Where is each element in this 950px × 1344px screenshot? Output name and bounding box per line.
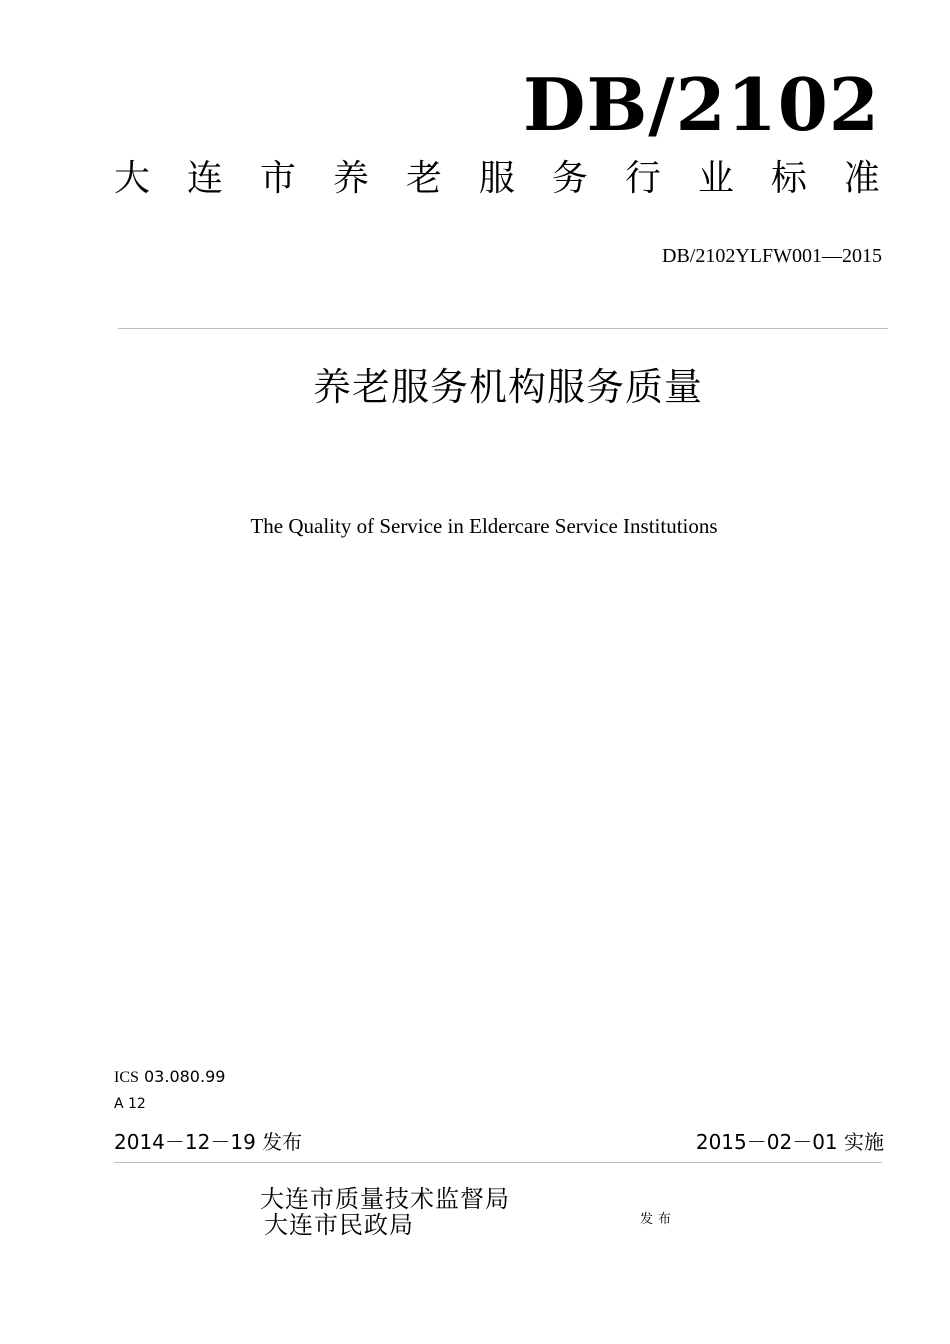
ics-label: ICS	[114, 1069, 139, 1086]
category-char: 连	[186, 158, 223, 199]
document-title-english: The Quality of Service in Eldercare Service Institutions	[250, 514, 718, 538]
ics-number: 03.080.99	[144, 1067, 226, 1086]
implementation-date: 2015－02－01 实施	[695, 1130, 884, 1154]
top-divider	[118, 328, 888, 329]
standard-logo: DB/2102	[523, 62, 880, 147]
publish-label: 发布	[640, 1212, 677, 1227]
category-char: 老	[405, 158, 442, 199]
issue-date: 2014－12－19 发布	[114, 1130, 303, 1154]
category-char: 标	[770, 158, 807, 199]
ics-code	[114, 1066, 225, 1089]
standard-category	[114, 156, 880, 202]
issuer-quality-bureau: 大连市质量技术监督局	[260, 1185, 510, 1213]
category-char: 大	[114, 158, 151, 199]
category-char: 准	[843, 158, 880, 199]
category-char: 行	[624, 158, 661, 199]
category-char: 市	[259, 158, 296, 199]
bottom-divider	[114, 1162, 882, 1163]
category-char: 养	[332, 158, 369, 199]
category-char: 业	[697, 158, 734, 199]
issuer-civil-affairs-bureau: 大连市民政局	[264, 1211, 414, 1239]
document-title-chinese: 养老服务机构服务质量	[312, 365, 703, 409]
standard-number: DB/2102YLFW001—2015	[662, 245, 882, 267]
category-char: 务	[551, 158, 588, 199]
category-char: 服	[478, 158, 515, 199]
ccs-code: A 12	[114, 1096, 146, 1112]
